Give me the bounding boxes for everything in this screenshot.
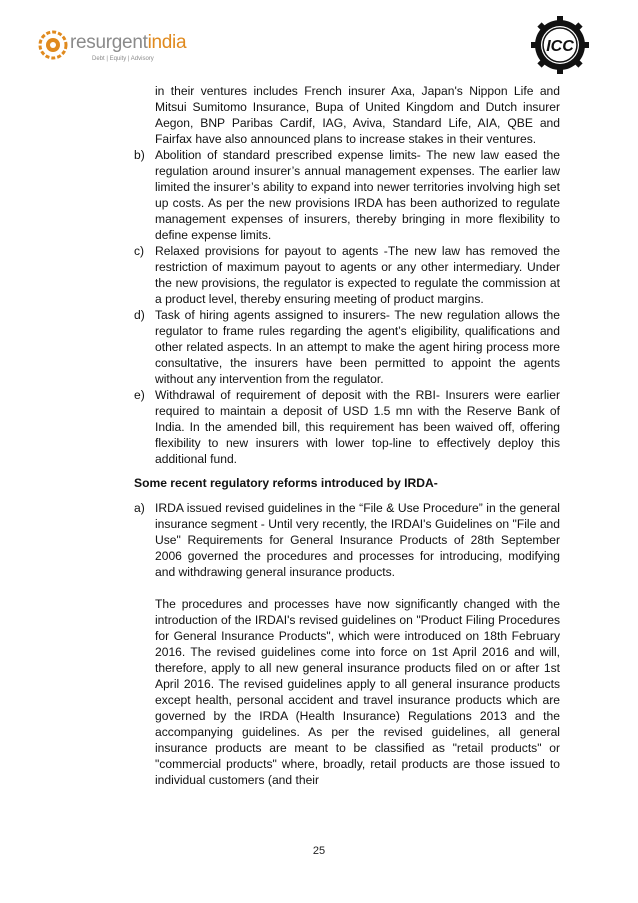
- list-item-text: Abolition of standard prescribed expense limits- The new law eased the regulation around insurer’s annual management expenses. The earlier law limited the insurer’s ability to expand into newer territories involving high set up costs. As per the new provisions IRDA has been authorized to regulate management expenses of insurers, thereby bringing in more flexibility to define expense limits.: [155, 148, 560, 242]
- brand-name: [70, 32, 186, 54]
- page-number: 25: [312, 845, 326, 857]
- icc-logo-text: ICC: [546, 38, 574, 55]
- list-item-label: c): [134, 244, 145, 258]
- resurgent-india-logo: [38, 26, 186, 66]
- reform-item-a: [134, 500, 560, 580]
- list-item-label: b): [134, 148, 145, 162]
- section-heading: Some recent regulatory reforms introduced by IRDA-: [134, 476, 438, 490]
- list-item-label: e): [134, 388, 145, 402]
- brand-name-part2: india: [147, 32, 187, 53]
- list-item-e: [134, 387, 560, 467]
- list-item-label: d): [134, 308, 145, 322]
- paragraph-gap: [134, 580, 560, 596]
- continuation-paragraph: in their ventures includes French insurer Axa, Japan's Nippon Life and Mitsui Sumitomo Insurance, Bupa of United Kingdom and Dutch insurer Aegon, BNP Paribas Cardif, IAG, Aviva, Standard Life, AIA, QBE and Fairfax have also announced plans to increase stakes in their ventures.: [155, 84, 560, 146]
- list-item-text: Task of hiring agents assigned to insurers- The new regulation allows the regulator to frame rules regarding the agent’s eligibility, qualifications and other related aspects. In an attempt to make the agent hiring process more consultative, the insurers have been permitted to appoint the agents without any intervention from the regulator.: [155, 308, 560, 386]
- list-item-b: [134, 147, 560, 243]
- reform-a-paragraph-2: The procedures and processes have now significantly changed with the introduction of the IRDAI's revised guidelines on "Product Filing Procedures for General Insurance Products", which were introduced on 18th February 2016. The revised guidelines come into force on 1st April 2016 and will, therefore, apply to all new general insurance products filed on or after 1st April 2016. The revised guidelines apply to all general insurance products except health, personal accident and travel insurance products which are governed by the IRDA (Health Insurance) Regulations 2013 and the accompanying guidelines. As per the revised guidelines, all general insurance products are meant to be classified as "retail products" or "commercial products" where, broadly, retail products are those issued to individual customers (and their: [155, 597, 560, 787]
- icc-gear-icon: [531, 16, 589, 74]
- list-item-c: [134, 243, 560, 307]
- page-content: [134, 83, 560, 788]
- resurgent-india-emblem-icon: [38, 30, 68, 60]
- list-item-text: IRDA issued revised guidelines in the “File & Use Procedure” in the general insurance segment - Until very recently, the IRDAI's Guidelines on "File and Use" Requirements for General Insurance Products of 28th September 2006 governed the procedures and processes for introducing, modifying and withdrawing general insurance products.: [155, 501, 560, 579]
- list-item-label: a): [134, 501, 145, 515]
- brand-name-part1: resurgent: [70, 32, 148, 53]
- brand-tagline: Debt | Equity | Advisory: [92, 56, 154, 62]
- list-item-d: [134, 307, 560, 387]
- icc-logo: [531, 16, 589, 74]
- list-item-text: Relaxed provisions for payout to agents -The new law has removed the restriction of maximum payout to agents or any other intermediary. Under the new provisions, the regulator is expected to regulate the commission at a product level, thereby ensuring meeting of product margins.: [155, 244, 560, 306]
- list-item-text: Withdrawal of requirement of deposit with the RBI- Insurers were earlier required to maintain a deposit of USD 1.5 mn with the Reserve Bank of India. In the amended bill, this requirement has been waived off, offering flexibility to new insurers with lower top-line to effectively deploy this additional fund.: [155, 388, 560, 466]
